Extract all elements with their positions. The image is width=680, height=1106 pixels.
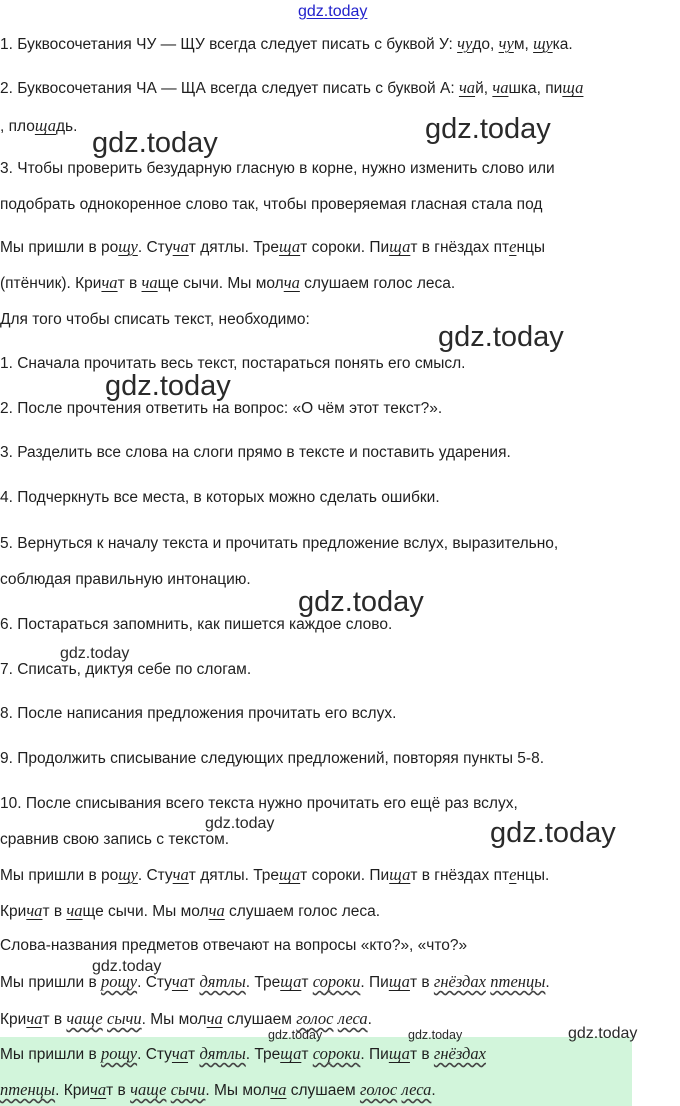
- text-line: [0, 571, 680, 589]
- letter-highlight: ча: [90, 1080, 107, 1099]
- watermark: gdz.today: [568, 1025, 638, 1042]
- noun-underlined: голос: [296, 1009, 334, 1028]
- watermark: gdz.today: [298, 586, 424, 618]
- text-line: [0, 79, 680, 98]
- noun-underlined: гнёздах: [433, 972, 486, 991]
- text-run: сравнив свою запись с текстом.: [0, 831, 230, 848]
- text-run: Кри: [0, 1011, 27, 1028]
- text-run: слушаем: [222, 1011, 297, 1028]
- noun-underlined: голос: [359, 1080, 398, 1099]
- text-line: [0, 400, 680, 418]
- text-run: . Мы мол: [205, 1082, 271, 1099]
- text-run: 4. Подчеркнуть все места, в которых можно сделать ошибки.: [0, 489, 440, 506]
- letter-highlight: щу: [533, 34, 553, 53]
- letter-highlight: ща: [280, 1044, 302, 1063]
- text-run: 2. После прочтения ответить на вопрос: «О чём этот текст?».: [0, 400, 443, 417]
- text-run: . Сту: [137, 974, 172, 991]
- text-run: 3. Чтобы проверить безударную гласную в корне, нужно изменить слово или: [0, 160, 555, 177]
- text-run: т в гнёздах пт: [410, 867, 510, 884]
- text-run: й,: [475, 80, 493, 97]
- letter-highlight: ща: [279, 865, 301, 884]
- letter-highlight: ча: [270, 1080, 287, 1099]
- watermark: gdz.today: [408, 1028, 463, 1042]
- text-run: . Пи: [360, 1046, 389, 1063]
- text-run: . Сту: [137, 1046, 172, 1063]
- text-run: подобрать однокоренное слово так, чтобы проверяемая гласная стала под: [0, 196, 543, 213]
- text-run: нцы.: [516, 867, 550, 884]
- text-run: т в гнёздах пт: [410, 239, 510, 256]
- letter-highlight: щу: [118, 237, 138, 256]
- text-run: т: [188, 1046, 200, 1063]
- letter-highlight: ча: [171, 972, 189, 991]
- text-line: [0, 196, 680, 214]
- text-run: т в: [409, 1046, 434, 1063]
- letter-highlight: чу: [498, 34, 514, 53]
- text-run: 2. Буквосочетания ЧА — ЩА всегда следует писать с буквой А:: [0, 80, 459, 97]
- text-run: ка.: [552, 36, 573, 53]
- text-line: [0, 489, 680, 507]
- text-run: , пло: [0, 118, 35, 135]
- text-run: т в: [409, 974, 434, 991]
- text-line: [0, 973, 680, 992]
- text-run: . Пи: [360, 974, 389, 991]
- letter-highlight: ща: [389, 865, 411, 884]
- noun-underlined: леса: [401, 1080, 432, 1099]
- text-run: т дятлы. Тре: [188, 867, 280, 884]
- noun-underlined: сычи: [170, 1080, 206, 1099]
- text-run: до,: [472, 36, 499, 53]
- text-run: м,: [513, 36, 534, 53]
- text-run: Кри: [0, 903, 27, 920]
- noun-underlined: чаще: [66, 1009, 103, 1028]
- text-line: [0, 1081, 680, 1100]
- text-run: . Сту: [137, 867, 173, 884]
- noun-underlined: сычи: [107, 1009, 142, 1028]
- text-run: . Тре: [245, 974, 281, 991]
- text-run: .: [431, 1082, 436, 1099]
- text-run: 10. После списывания всего текста нужно прочитать его ещё раз вслух,: [0, 795, 518, 812]
- watermark-top-link[interactable]: gdz.today: [298, 3, 368, 20]
- text-run: Мы пришли в ро: [0, 867, 119, 884]
- watermark: gdz.today: [490, 817, 616, 849]
- letter-highlight: щу: [118, 865, 138, 884]
- text-line: [0, 274, 680, 293]
- text-run: т в: [117, 275, 142, 292]
- text-run: т: [301, 974, 313, 991]
- watermark: gdz.today: [268, 1028, 323, 1042]
- text-run: 7. Списать, диктуя себе по слогам.: [0, 661, 252, 678]
- noun-underlined: сороки: [312, 972, 361, 991]
- text-run: т сороки. Пи: [300, 867, 390, 884]
- text-run: Мы пришли в ро: [0, 239, 119, 256]
- watermark: gdz.today: [105, 370, 231, 402]
- text-run: дь.: [55, 118, 78, 135]
- text-line: [0, 937, 680, 955]
- text-run: 6. Постараться запомнить, как пишется каждое слово.: [0, 616, 393, 633]
- letter-highlight: ща: [562, 78, 584, 97]
- text-line: [0, 866, 680, 885]
- text-line: [0, 705, 680, 723]
- watermark: gdz.today: [425, 113, 551, 145]
- text-line: [0, 160, 680, 178]
- letter-highlight: е: [509, 237, 517, 256]
- letter-highlight: чу: [457, 34, 473, 53]
- text-run: т дятлы. Тре: [188, 239, 280, 256]
- text-line: [0, 311, 680, 329]
- text-run: . Мы мол: [141, 1011, 207, 1028]
- text-run: . Сту: [137, 239, 173, 256]
- text-run: Мы пришли в: [0, 1046, 102, 1063]
- text-line: [0, 902, 680, 921]
- text-run: слушаем голос леса.: [224, 903, 381, 920]
- text-run: 9. Продолжить списывание следующих предложений, повторяя пункты 5-8.: [0, 750, 545, 767]
- letter-highlight: ща: [34, 116, 56, 135]
- text-line: [0, 795, 680, 813]
- letter-highlight: ча: [458, 78, 476, 97]
- text-line: [0, 1045, 680, 1064]
- text-run: шка, пи: [508, 80, 563, 97]
- text-line: [0, 238, 680, 257]
- letter-highlight: ща: [388, 972, 410, 991]
- letter-highlight: е: [509, 865, 517, 884]
- letter-highlight: ча: [26, 901, 43, 920]
- noun-underlined: птенцы: [490, 972, 546, 991]
- watermark: gdz.today: [438, 321, 564, 353]
- watermark: gdz.today: [205, 815, 275, 832]
- noun-underlined: леса: [337, 1009, 368, 1028]
- text-run: т: [301, 1046, 313, 1063]
- text-run: (птёнчик). Кри: [0, 275, 102, 292]
- text-run: Слова-названия предметов отвечают на вопросы «кто?», «что?»: [0, 937, 468, 954]
- letter-highlight: ча: [141, 273, 158, 292]
- text-run: 5. Вернуться к началу текста и прочитать предложение вслух, выразительно,: [0, 535, 559, 552]
- letter-highlight: ча: [206, 1009, 223, 1028]
- text-run: 1. Сначала прочитать весь текст, постараться понять его смысл.: [0, 355, 466, 372]
- text-run: ще сычи. Мы мол: [157, 275, 284, 292]
- text-line: [0, 1010, 680, 1029]
- noun-underlined: сороки: [312, 1044, 361, 1063]
- text-line: [0, 35, 680, 54]
- noun-underlined: рощу: [101, 972, 138, 991]
- text-run: . Тре: [245, 1046, 281, 1063]
- text-line: [0, 444, 680, 462]
- noun-underlined: дятлы: [199, 1044, 246, 1063]
- text-line: [0, 535, 680, 553]
- text-run: .: [367, 1011, 372, 1028]
- letter-highlight: ча: [172, 865, 189, 884]
- text-run: т: [188, 974, 200, 991]
- text-run: т в: [42, 903, 67, 920]
- text-line: [0, 661, 680, 679]
- text-run: . Кри: [55, 1082, 91, 1099]
- text-run: .: [545, 974, 550, 991]
- watermark: gdz.today: [92, 958, 162, 975]
- letter-highlight: ча: [208, 901, 225, 920]
- letter-highlight: ча: [101, 273, 118, 292]
- text-line: [0, 355, 680, 373]
- letter-highlight: ща: [280, 972, 302, 991]
- text-run: ще сычи. Мы мол: [82, 903, 209, 920]
- text-run: слушаем: [286, 1082, 360, 1099]
- letter-highlight: ча: [492, 78, 509, 97]
- letter-highlight: ща: [388, 1044, 410, 1063]
- text-run: 8. После написания предложения прочитать его вслух.: [0, 705, 397, 722]
- text-line: [0, 117, 680, 136]
- text-line: [0, 616, 680, 634]
- noun-underlined: птенцы: [0, 1080, 56, 1099]
- text-run: т в: [42, 1011, 67, 1028]
- letter-highlight: ча: [172, 237, 189, 256]
- text-run: слушаем голос леса.: [299, 275, 456, 292]
- watermark: gdz.today: [60, 645, 130, 662]
- watermark: gdz.today: [92, 127, 218, 159]
- text-line: [0, 831, 680, 849]
- noun-underlined: чаще: [130, 1080, 167, 1099]
- text-run: нцы: [516, 239, 546, 256]
- text-run: 3. Разделить все слова на слоги прямо в тексте и поставить ударения.: [0, 444, 511, 461]
- letter-highlight: ща: [279, 237, 301, 256]
- letter-highlight: ча: [283, 273, 300, 292]
- text-run: 1. Буквосочетания ЧУ — ЩУ всегда следует писать с буквой У:: [0, 36, 458, 53]
- text-run: Мы пришли в: [0, 974, 102, 991]
- letter-highlight: ча: [171, 1044, 189, 1063]
- text-run: т сороки. Пи: [300, 239, 390, 256]
- noun-underlined: гнёздах: [433, 1044, 486, 1063]
- letter-highlight: ча: [66, 901, 83, 920]
- text-run: т в: [106, 1082, 131, 1099]
- text-line: [0, 750, 680, 768]
- letter-highlight: ща: [389, 237, 411, 256]
- text-run: соблюдая правильную интонацию.: [0, 571, 251, 588]
- text-run: Для того чтобы списать текст, необходимо:: [0, 311, 310, 328]
- noun-underlined: рощу: [101, 1044, 138, 1063]
- letter-highlight: ча: [26, 1009, 43, 1028]
- noun-underlined: дятлы: [199, 972, 246, 991]
